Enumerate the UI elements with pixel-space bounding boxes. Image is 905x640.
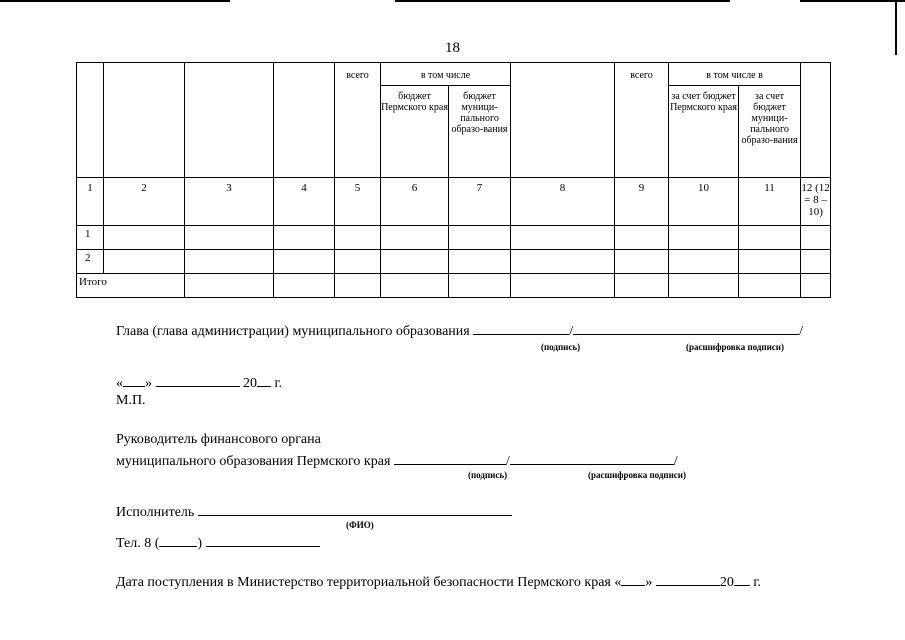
scan-edge-top-left: [0, 0, 230, 2]
hdr-col-8: [511, 63, 615, 178]
total-label: Итого: [77, 274, 185, 298]
hdr-account-municipal: за счет бюджет муници-пального образо-вания: [739, 86, 801, 178]
phone-line: [116, 534, 320, 552]
hdr-including-a: в том числе: [381, 63, 511, 86]
day-field[interactable]: [123, 374, 145, 387]
col-number: 1: [77, 178, 104, 226]
caption-decode: (расшифровка подписи): [588, 470, 686, 480]
col-number: 8: [511, 178, 615, 226]
cell[interactable]: [511, 274, 615, 298]
col-number: 6: [381, 178, 449, 226]
finance-decode-field[interactable]: [510, 452, 674, 465]
cell[interactable]: [615, 226, 669, 250]
quote-open: «: [116, 376, 123, 391]
cell[interactable]: [449, 274, 511, 298]
executor-field[interactable]: [198, 503, 512, 516]
date-line: [116, 374, 282, 392]
col-number: 2: [104, 178, 185, 226]
cell[interactable]: [615, 250, 669, 274]
page-number: 18: [445, 40, 460, 56]
cell[interactable]: [104, 226, 185, 250]
phone-code-field[interactable]: [159, 534, 197, 547]
cell[interactable]: [185, 274, 274, 298]
col-number: 3: [185, 178, 274, 226]
cell[interactable]: [335, 274, 381, 298]
col-number: 7: [449, 178, 511, 226]
row-label: 2: [77, 250, 104, 274]
cell[interactable]: [335, 226, 381, 250]
year-field[interactable]: [257, 374, 271, 387]
caption-signature: (подпись): [468, 470, 508, 480]
cell[interactable]: [381, 226, 449, 250]
executor-label: Исполнитель: [116, 505, 195, 520]
hdr-account-perm: за счет бюджет Пермского края: [669, 86, 739, 178]
finance-signature-line: [116, 452, 678, 470]
cell[interactable]: [381, 274, 449, 298]
hdr-col-1: [77, 63, 104, 178]
hdr-total-a: всего: [335, 63, 381, 178]
cell[interactable]: [801, 226, 831, 250]
head-signature-label: Глава (глава администрации) муниципального образования: [116, 324, 470, 339]
hdr-budget-municipal: бюджет муници-пального образо-вания: [449, 86, 511, 178]
cell[interactable]: [511, 250, 615, 274]
receipt-day-field[interactable]: [621, 573, 645, 586]
table-total-row: [77, 274, 831, 298]
cell[interactable]: [801, 274, 831, 298]
hdr-total-b: всего: [615, 63, 669, 178]
caption-fio: (ФИО): [346, 520, 374, 530]
row-label: 1: [77, 226, 104, 250]
cell[interactable]: [669, 226, 739, 250]
col-number: 12 (12 = 8 – 10): [801, 178, 831, 226]
cell[interactable]: [381, 250, 449, 274]
scan-edge-top-middle: [395, 0, 730, 2]
cell[interactable]: [739, 274, 801, 298]
cell[interactable]: [449, 226, 511, 250]
cell[interactable]: [669, 250, 739, 274]
phone-close: ): [197, 536, 203, 551]
year-prefix: 20: [719, 575, 734, 590]
cell[interactable]: [739, 226, 801, 250]
head-signature-line: [116, 322, 803, 340]
cell[interactable]: [801, 250, 831, 274]
stamp-place: М.П.: [116, 393, 146, 408]
finance-signature-label: муниципального образования Пермского края: [116, 454, 391, 469]
hdr-col-2: [104, 63, 185, 178]
receipt-month-field[interactable]: [656, 573, 720, 586]
finance-head-title: Руководитель финансового органа: [116, 432, 321, 447]
cell[interactable]: [104, 250, 185, 274]
slash: /: [799, 324, 803, 339]
executor-line: [116, 503, 512, 521]
head-decode-field[interactable]: [573, 322, 799, 335]
cell[interactable]: [669, 274, 739, 298]
hdr-col-4: [274, 63, 335, 178]
hdr-col-3: [185, 63, 274, 178]
receipt-year-field[interactable]: [734, 573, 750, 586]
receipt-label: Дата поступления в Министерство территориальной безопасности Пермского края «: [116, 575, 622, 590]
col-number: 4: [274, 178, 335, 226]
col-number: 11: [739, 178, 801, 226]
year-suffix: г.: [753, 575, 762, 590]
report-table: [76, 62, 831, 298]
cell[interactable]: [335, 250, 381, 274]
scan-edge-top-right: [800, 0, 905, 2]
caption-signature: (подпись): [541, 342, 581, 352]
col-number: 9: [615, 178, 669, 226]
quote-close: »: [645, 575, 653, 590]
year-suffix: г.: [274, 376, 283, 391]
caption-decode: (расшифровка подписи): [686, 342, 784, 352]
cell[interactable]: [274, 274, 335, 298]
cell[interactable]: [274, 250, 335, 274]
head-signature-field[interactable]: [473, 322, 569, 335]
hdr-budget-perm: бюджет Пермского края: [381, 86, 449, 178]
cell[interactable]: [185, 250, 274, 274]
cell[interactable]: [511, 226, 615, 250]
month-field[interactable]: [156, 374, 240, 387]
table-row: [77, 250, 831, 274]
hdr-including-b: в том числе в: [669, 63, 801, 86]
hdr-col-12: [801, 63, 831, 178]
col-number: 5: [335, 178, 381, 226]
col-number: 10: [669, 178, 739, 226]
year-prefix: 20: [243, 376, 257, 391]
cell[interactable]: [739, 250, 801, 274]
slash: /: [505, 454, 510, 469]
quote-close: »: [145, 376, 152, 391]
cell[interactable]: [449, 250, 511, 274]
slash: /: [673, 454, 678, 469]
table-row: [77, 226, 831, 250]
cell[interactable]: [615, 274, 669, 298]
cell[interactable]: [274, 226, 335, 250]
cell[interactable]: [185, 226, 274, 250]
phone-label: Тел. 8 (: [116, 536, 160, 551]
finance-signature-field[interactable]: [394, 452, 506, 465]
receipt-line: [116, 573, 761, 591]
slash: /: [569, 324, 574, 339]
phone-number-field[interactable]: [206, 534, 320, 547]
